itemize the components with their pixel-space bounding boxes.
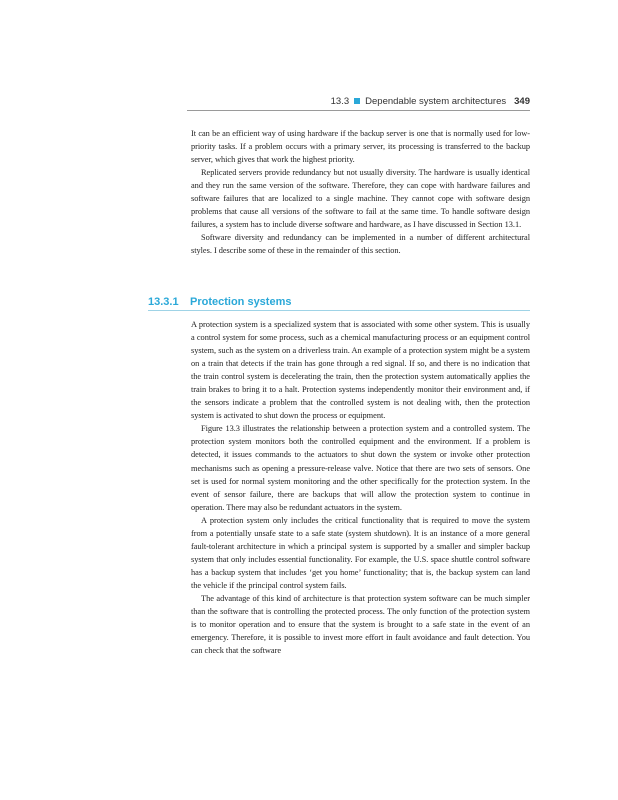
- intro-paragraph: Software diversity and redundancy can be implemented in a number of different architectural styles. I describe some of these in the remainder of this section.: [191, 233, 530, 256]
- intro-paragraph: It can be an efficient way of using hardware if the backup server is one that is normally used for low-priority tasks. If a problem occurs with a primary server, its processing is transferred to the backup server, which gives that work the highest priority.: [191, 129, 530, 165]
- header-section-number: 13.3: [330, 96, 350, 107]
- body-paragraph: A protection system is a specialized system that is associated with some other system. This is usually a control system for some process, such as a chemical manufacturing process or an equipment control system, such as the system on a driverless train. An example of a protection system might be a system on a train that detects if the train has gone through a red signal. If so, and there is no indication that the train control system is decelerating the train, then the protection system automatically applies the train brakes to bring it to a halt. Protection systems independently monitor their environment and, if the sensors indicate a problem that the controlled system is not dealing with, then the protection system is activated to shut down the process or equipment.: [191, 320, 530, 421]
- section-heading: [148, 296, 291, 308]
- body-paragraph: The advantage of this kind of architecture is that protection system software can be much simpler than the software that is controlling the protected process. The only function of the protection system is to monitor operation and to ensure that the system is brought to a safe state in the event of an emergency. Therefore, it is possible to invest more effort in fault avoidance and fault detection. You can check that the software: [191, 593, 530, 656]
- section-text-block: [191, 318, 530, 657]
- page-number: 349: [514, 96, 530, 107]
- running-header: [331, 96, 530, 107]
- section-title: Protection systems: [190, 296, 292, 308]
- intro-text-block: [191, 127, 530, 257]
- section-number: 13.3.1: [148, 296, 179, 308]
- header-rule: [187, 110, 530, 111]
- header-section-title: Dependable system architectures: [365, 96, 507, 107]
- body-paragraph: Figure 13.3 illustrates the relationship between a protection system and a controlled system. The protection system monitors both the controlled equipment and the environment. If a problem is detected, it issues commands to the actuators to shut down the system or invoke other protection mechanisms such as opening a pressure-release valve. Notice that there are two sets of sensors. One set is used for normal system monitoring and the other specifically for the protection system. In the event of sensor failure, there are backups that will allow the protection system to continue in operation. There may also be redundant actuators in the system.: [191, 424, 530, 512]
- body-paragraph: A protection system only includes the critical functionality that is required to move the system from a potentially unsafe state to a safe state (system shutdown). It is an instance of a more general fault-tolerant architecture in which a principal system is supported by a smaller and simpler backup system that only includes essential functionality. For example, the U.S. space shuttle control software has a backup system that includes ‘get you home’ functionality; that is, the backup system can land the vehicle if the principal control system fails.: [191, 515, 530, 590]
- section-rule: [148, 310, 530, 311]
- header-bullet-icon: [354, 98, 360, 104]
- intro-paragraph: Replicated servers provide redundancy but not usually diversity. The hardware is usually identical and they run the same version of the software. Therefore, they can cope with hardware failures and software failures that are localized to a single machine. They cannot cope with software design problems that cause all versions of the software to fail at the same time. To handle software design failures, a system has to include diverse software and hardware, as I have discussed in Section 13.1.: [191, 168, 530, 230]
